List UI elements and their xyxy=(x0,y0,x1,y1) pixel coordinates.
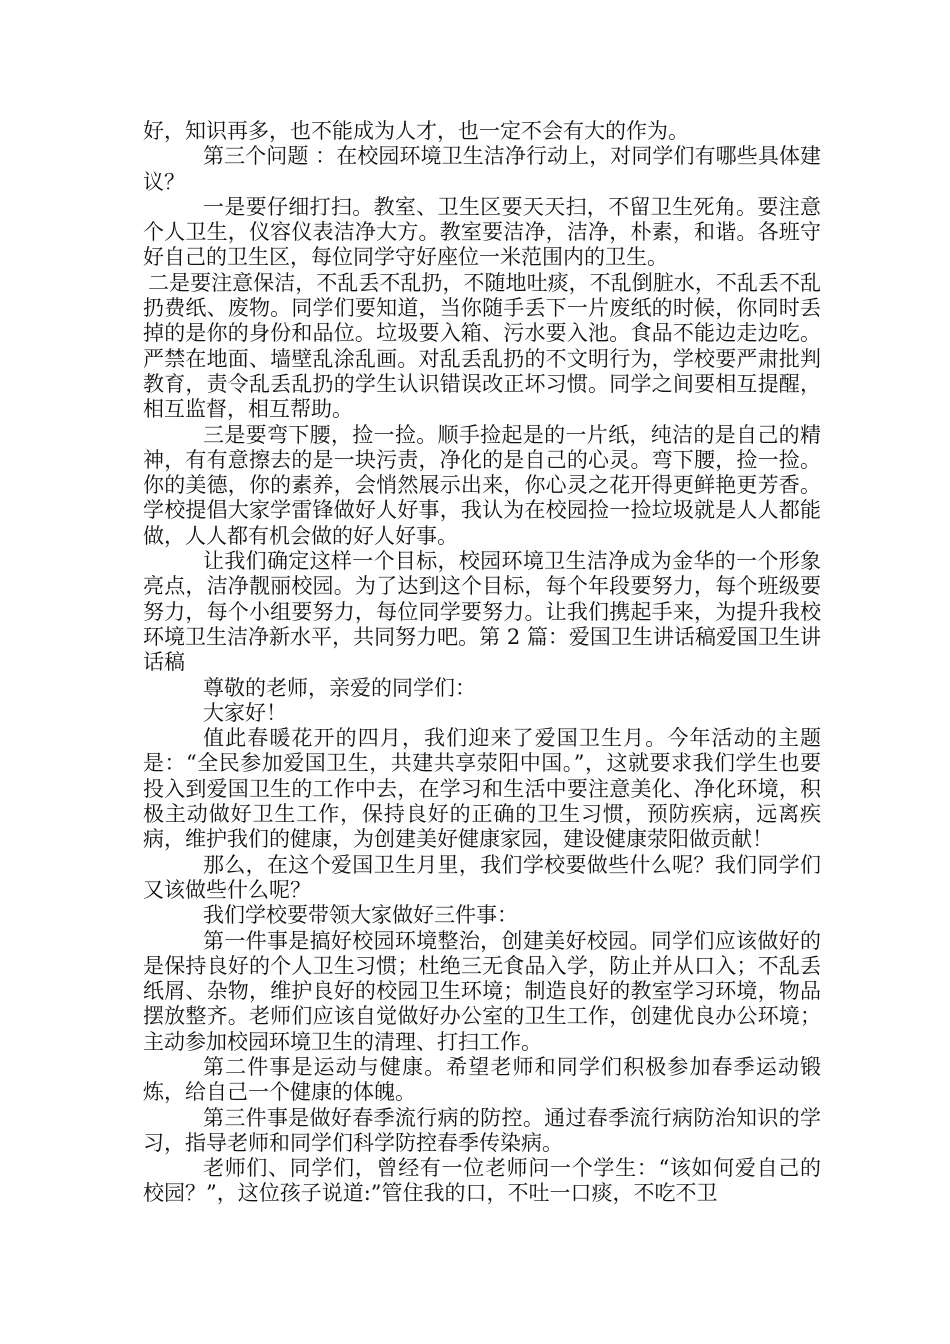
paragraph: 老师们、同学们，曾经有一位老师问一个学生：“该如何爱自己的校园？”，这位孩子说道:”管住我的口，不吐一口痰，不吃不卫 xyxy=(143,1156,821,1206)
paragraph: 我们学校要带领大家做好三件事： xyxy=(203,903,518,928)
paragraph: 三是要弯下腰，捡一捡。顺手捡起是的一片纸，纯洁的是自己的精神，有有意擦去的是一块污责，净化的是自己的心灵。弯下腰，捡一捡。你的美德，你的素养，会悄然展示出来，你心灵之花开得更鲜艳更芳香。学校提倡大家学雷锋做好人好事，我认为在校园捡一捡垃圾就是人人都能做，人人都有机会做的好人好事。 xyxy=(143,422,821,548)
paragraph: 第一件事是搞好校园环境整治，创建美好校园。同学们应该做好的是保持良好的个人卫生习惯；杜绝三无食品入学，防止并从口入；不乱丢纸屑、杂物，维护良好的校园卫生环境；制造良好的教室学习环境，物品摆放整齐。老师们应该自觉做好办公室的卫生工作，创建优良办公环境；主动参加校园环境卫生的清理、打扫工作。 xyxy=(143,928,821,1054)
paragraph: 第二件事是运动与健康。希望老师和同学们积极参加春季运动锻炼，给自己一个健康的体魄。 xyxy=(143,1054,821,1105)
paragraph: 值此春暖花开的四月，我们迎来了爱国卫生月。今年活动的主题是：“全民参加爱国卫生，共建共享荥阳中国。”，这就要求我们学生也要投入到爱国卫生的工作中去，在学习和生活中要注意美化、净化环境，积极主动做好卫生工作，保持良好的正确的卫生习惯，预防疾病，远离疾病，维护我们的健康，为创建美好健康家园，建设健康荥阳做贡献！ xyxy=(143,726,821,852)
paragraph: 好，知识再多，也不能成为人才，也一定不会有大的作为。 xyxy=(143,119,689,143)
paragraph: 第三件事是做好春季流行病的防控。通过春季流行病防治知识的学习，指导老师和同学们科学防控春季传染病。 xyxy=(143,1105,821,1155)
paragraph: 第三个问题 ：在校园环境卫生洁净行动上，对同学们有哪些具体建议？ xyxy=(143,144,821,194)
paragraph: 让我们确定这样一个目标，校园环境卫生洁净成为金华的一个形象亮点，洁净靓丽校园。为了达到这个目标，每个年段要努力，每个班级要努力，每个小组要努力，每位同学要努力。让我们携起手来，为提升我校环境卫生洁净新水平，共同努力吧。第 2 篇：爱国卫生讲话稿爱国卫生讲话稿 xyxy=(143,549,821,675)
paragraph: 大家好！ xyxy=(203,700,287,725)
paragraph: 一是要仔细打扫。教室、卫生区要天天扫，不留卫生死角。要注意个人卫生，仪容仪表洁净大方。教室要洁净，洁净，朴素，和谐。各班守好自己的卫生区，每位同学守好座位一米范围内的卫生。 xyxy=(143,194,821,270)
paragraph: 二是要注意保洁，不乱丢不乱扔，不随地吐痰，不乱倒脏水，不乱丢不乱扔费纸、废物。同学们要知道，当你随手丢下一片废纸的时候，你同时丢掉的是你的身份和品位。垃圾要入箱、污水要入池。食品不能边走边吃。严禁在地面、墙壁乱涂乱画。对乱丢乱扔的不文明行为，学校要严肃批判教育，责令乱丢乱扔的学生认识错误改正坏习惯。同学之间要相互提醒，相互监督，相互帮助。 xyxy=(143,270,821,422)
paragraph: 那么，在这个爱国卫生月里，我们学校要做些什么呢？我们同学们又该做些什么呢？ xyxy=(143,852,821,902)
document-body xyxy=(143,119,821,1207)
paragraph: 尊敬的老师，亲爱的同学们： xyxy=(203,675,476,700)
